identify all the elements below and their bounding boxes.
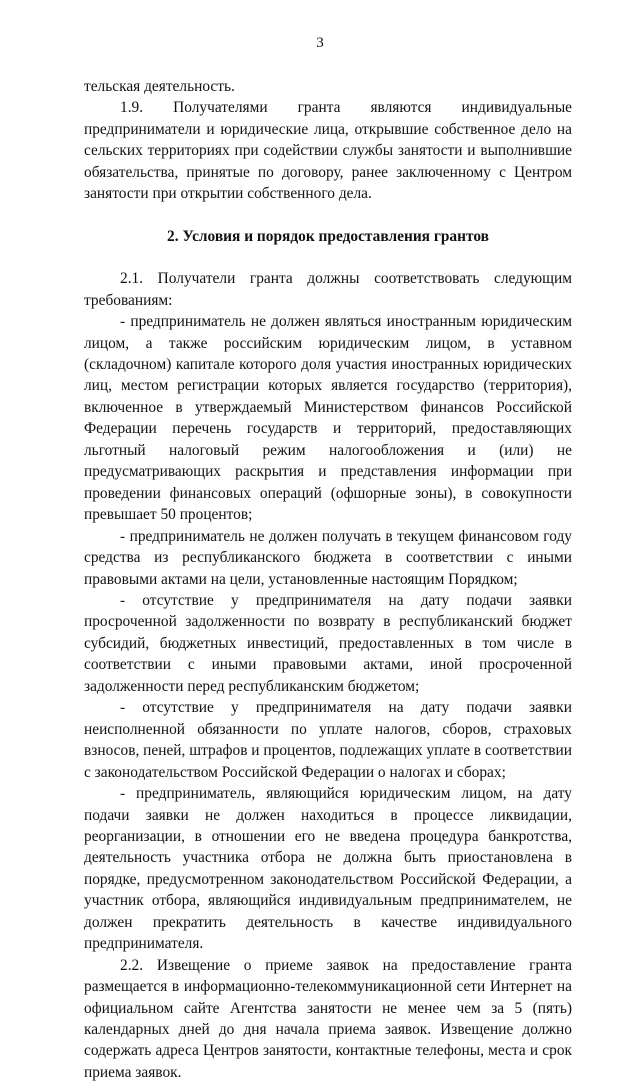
document-body xyxy=(84,76,572,1083)
paragraph-1-9: 1.9. Получателями гранта являются индивидуальные предприниматели и юридические лица, открывшие собственное дело на сельских территориях при содействии службы занятости и выполнившие обязательства, принятые по договору, ранее заключенному с Центром занятости при открытии собственного дела. xyxy=(84,99,572,203)
paragraph-2-2: 2.2. Извещение о приеме заявок на предоставление гранта размещается в информационно-телекоммуникационной сети Интернет на официальном сайте Агентства занятости не менее чем за 5 (пять) календарных дней до дня начала приема заявок. Извещение должно содержать адреса Центров занятости, контактные телефоны, места и срок приема заявок. xyxy=(84,956,572,1081)
requirement-item-4: - отсутствие у предпринимателя на дату подачи заявки неисполненной обязанности по уплате налогов, сборов, страховых взносов, пеней, штрафов и процентов, подлежащих уплате в соответствии с законодательством Российской Федерации о налогах и сборах; xyxy=(84,699,572,781)
paragraph-2-1: 2.1. Получатели гранта должны соответствовать следующим требованиям: xyxy=(84,270,572,309)
requirement-item-2: - предприниматель не должен получать в текущем финансовом году средства из республиканского бюджета в соответствии с иными правовыми актами на цели, установленные настоящим Порядком; xyxy=(84,527,572,588)
requirement-item-1: - предприниматель не должен являться иностранным юридическим лицом, а также российским юридическим лицом, в уставном (складочном) капитале которого доля участия иностранных юридических лиц, местом регистрации которых является государство (территория), включенное в утверждаемый Министерством финансов Российской Федерации перечень государств и территорий, предоставляющих льготный налоговый режим налогообложения и (или) не предусматривающих раскрытия и представления информации при проведении финансовых операций (офшорные зоны), в совокупности превышает 50 процентов; xyxy=(84,313,572,524)
paragraph-continuation: тельская деятельность. xyxy=(84,78,235,95)
requirement-item-5: - предприниматель, являющийся юридическим лицом, на дату подачи заявки не должен находиться в процессе ликвидации, реорганизации, в отношении его не введена процедура банкротства, деятельность участника отбора не должна быть приостановлена в порядке, предусмотренном законодательством Российской Федерации, а участник отбора, являющийся индивидуальным предпринимателем, не должен прекратить деятельность в качестве индивидуального предпринимателя. xyxy=(84,785,572,953)
page-number: 3 xyxy=(316,35,324,51)
requirement-item-3: - отсутствие у предпринимателя на дату подачи заявки просроченной задолженности по возврату в республиканский бюджет субсидий, бюджетных инвестиций, предоставленных в том числе в соответствии с иными правовыми актами, иной просроченной задолженности перед республиканским бюджетом; xyxy=(84,591,572,695)
section-heading: 2. Условия и порядок предоставления грантов xyxy=(167,227,489,245)
